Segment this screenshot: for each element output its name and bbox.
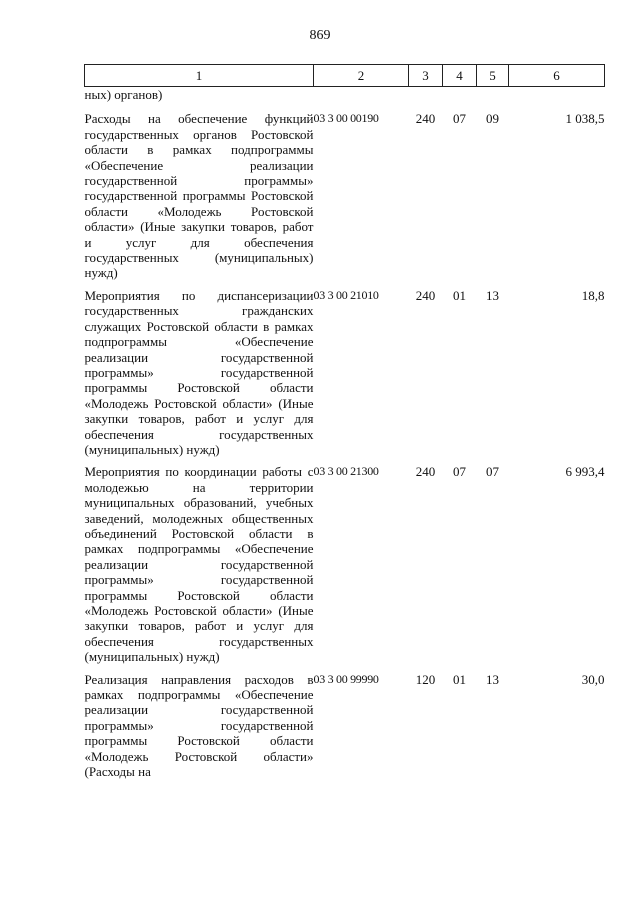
continuation-text: ных) органов) xyxy=(84,87,163,102)
row-sum: 1 038,5 xyxy=(565,111,605,127)
row-section: 01 xyxy=(453,287,466,303)
row-description: Мероприятия по диспансеризации государственных гражданских служащих Ростовской области в рамках подпрограммы «Обеспечение реализации государственной программы» государственной программы Ростовской области «Молодежь Ростовской области» (Иные закупки товаров, работ и услуг для обеспечения государственных (муниципальных) нужд) xyxy=(84,287,314,457)
row-description: Мероприятия по координации работы с молодежью на территории муниципальных образований, учебных заведений, молодежных общественных объединений Ростовской области в рамках подпрограммы «Обеспечение реализации государственной программы» государственной программы Ростовской области «Молодежь Ростовской области» (Иные закупки товаров, работ и услуг для обеспечения государственных (муниципальных) нужд) xyxy=(84,464,314,665)
row-description: Расходы на обеспечение функций государственных органов Ростовской области в рамках подпрограммы «Обеспечение реализации государственной программы» государственной программы Ростовской области «Молодежь Ростовской области» (Иные закупки товаров, работ и услуг для обеспечения государственных (муниципальных) нужд) xyxy=(84,111,314,281)
header-col-4: 4 xyxy=(443,65,477,87)
row-section: 01 xyxy=(453,671,466,687)
row-subsection: 13 xyxy=(486,287,499,303)
row-section: 07 xyxy=(453,464,466,480)
row-sum: 30,0 xyxy=(581,671,605,687)
table-row xyxy=(85,667,605,782)
row-expense-type: 240 xyxy=(415,287,436,303)
row-expense-type: 240 xyxy=(415,464,436,480)
row-subsection: 09 xyxy=(486,111,499,127)
row-target-code: 03 3 00 21010 xyxy=(313,287,379,302)
header-col-5: 5 xyxy=(477,65,509,87)
header-col-1: 1 xyxy=(85,65,314,87)
row-description: Реализация направления расходов в рамках подпрограммы «Обеспечение реализации государственной программы» государственной программы Ростовской области «Молодежь Ростовской области» (Расходы на xyxy=(84,671,314,780)
table-row xyxy=(85,106,605,282)
budget-table xyxy=(84,64,605,781)
header-col-2: 2 xyxy=(314,65,409,87)
header-col-3: 3 xyxy=(409,65,443,87)
row-target-code: 03 3 00 99990 xyxy=(313,671,379,686)
table-row xyxy=(85,459,605,666)
continuation-row xyxy=(85,87,605,107)
header-col-6: 6 xyxy=(509,65,605,87)
table-header-row xyxy=(85,65,605,87)
page-number: 869 xyxy=(309,28,331,43)
row-expense-type: 120 xyxy=(415,671,436,687)
row-sum: 6 993,4 xyxy=(565,464,605,480)
row-sum: 18,8 xyxy=(581,287,605,303)
row-subsection: 13 xyxy=(486,671,499,687)
row-expense-type: 240 xyxy=(415,111,436,127)
row-target-code: 03 3 00 00190 xyxy=(313,111,379,126)
table-row xyxy=(85,283,605,459)
row-target-code: 03 3 00 21300 xyxy=(313,464,379,479)
row-subsection: 07 xyxy=(486,464,499,480)
row-section: 07 xyxy=(453,111,466,127)
